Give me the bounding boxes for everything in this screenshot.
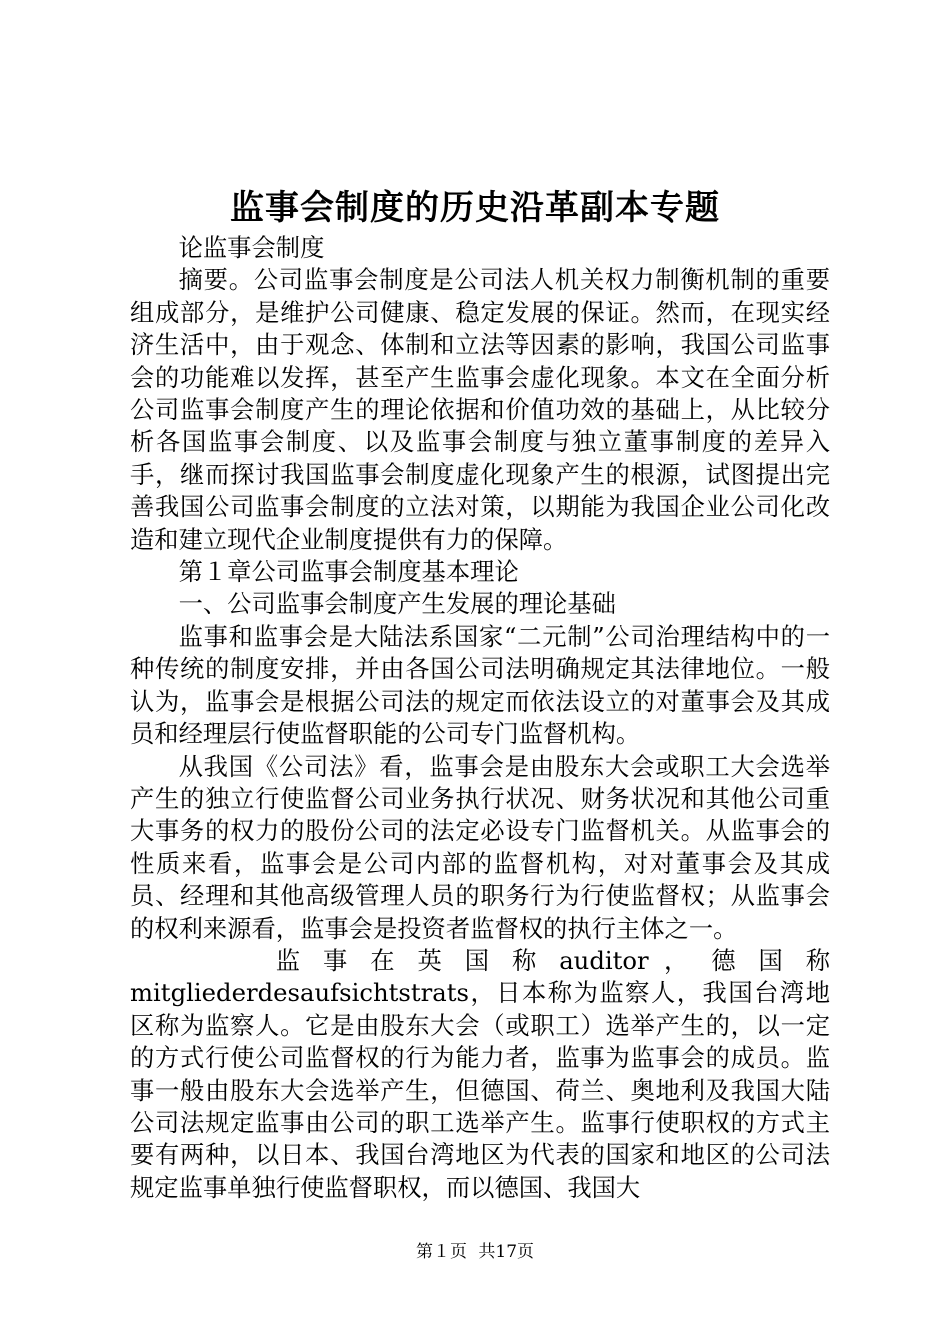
body-paragraph: 从我国《公司法》看，监事会是由股东大会或职工大会选举产生的独立行使监督公司业务执行状况、财务状况和其他公司重大事务的权力的股份公司的法定必设专门监督机关。从监事会的性质来看，监事会是公司内部的监督机构，对对董事会及其成员、经理和其他高级管理人员的职务行为行使监督权；从监事会的权利来源看，监事会是投资者监督权的执行主体之一。: [130, 751, 830, 943]
section-heading: 一、公司监事会制度产生发展的理论基础: [178, 589, 616, 619]
document-title: 监事会制度的历史沿革副本专题: [230, 188, 720, 228]
subtitle-paragraph: 论监事会制度: [178, 233, 325, 262]
page-total: 共17页: [478, 1242, 535, 1262]
body-paragraph: 监事和监事会是大陆法系国家“二元制”公司治理结构中的一种传统的制度安排，并由各国公司法明确规定其法律地位。一般认为，监事会是根据公司法的规定而依法设立的对董事会及其成员和经理层行使监督职能的公司专门监督机构。: [130, 621, 830, 749]
abstract-paragraph: 摘要。公司监事会制度是公司法人机关权力制衡机制的重要组成部分，是维护公司健康、稳定发展的保证。然而，在现实经济生活中，由于观念、体制和立法等因素的影响，我国公司监事会的功能难以发挥，甚至产生监事会虚化现象。本文在全面分析公司监事会制度产生的理论依据和价值功效的基础上，从比较分析各国监事会制度、以及监事会制度与独立董事制度的差异入手，继而探讨我国监事会制度虚化现象产生的根源，试图提出完善我国公司监事会制度的立法对策，以期能为我国企业公司化改造和建立现代企业制度提供有力的保障。: [130, 265, 830, 554]
page-footer: [0, 1240, 950, 1264]
document-body: [130, 232, 830, 1204]
chapter-heading: 第１章公司监事会制度基本理论: [178, 557, 519, 587]
page-number: 第１页: [415, 1242, 467, 1262]
body-paragraph: 监 事 在 英 国 称 auditor ， 德 国 称 mitgliederdesaufsichtstrats，日本称为监察人，我国台湾地区称为监察人。它是由股东大会（或职工）选举产生的，以一定的方式行使公司监督权的行为能力者，监事为监事会的成员。监事一般由股东大会选举产生，但德国、荷兰、奥地利及我国大陆公司法规定监事由公司的职工选举产生。监事行使职权的方式主要有两种，以日本、我国台湾地区为代表的国家和地区的公司法规定监事单独行使监督职权，而以德国、我国大: [130, 945, 830, 1202]
